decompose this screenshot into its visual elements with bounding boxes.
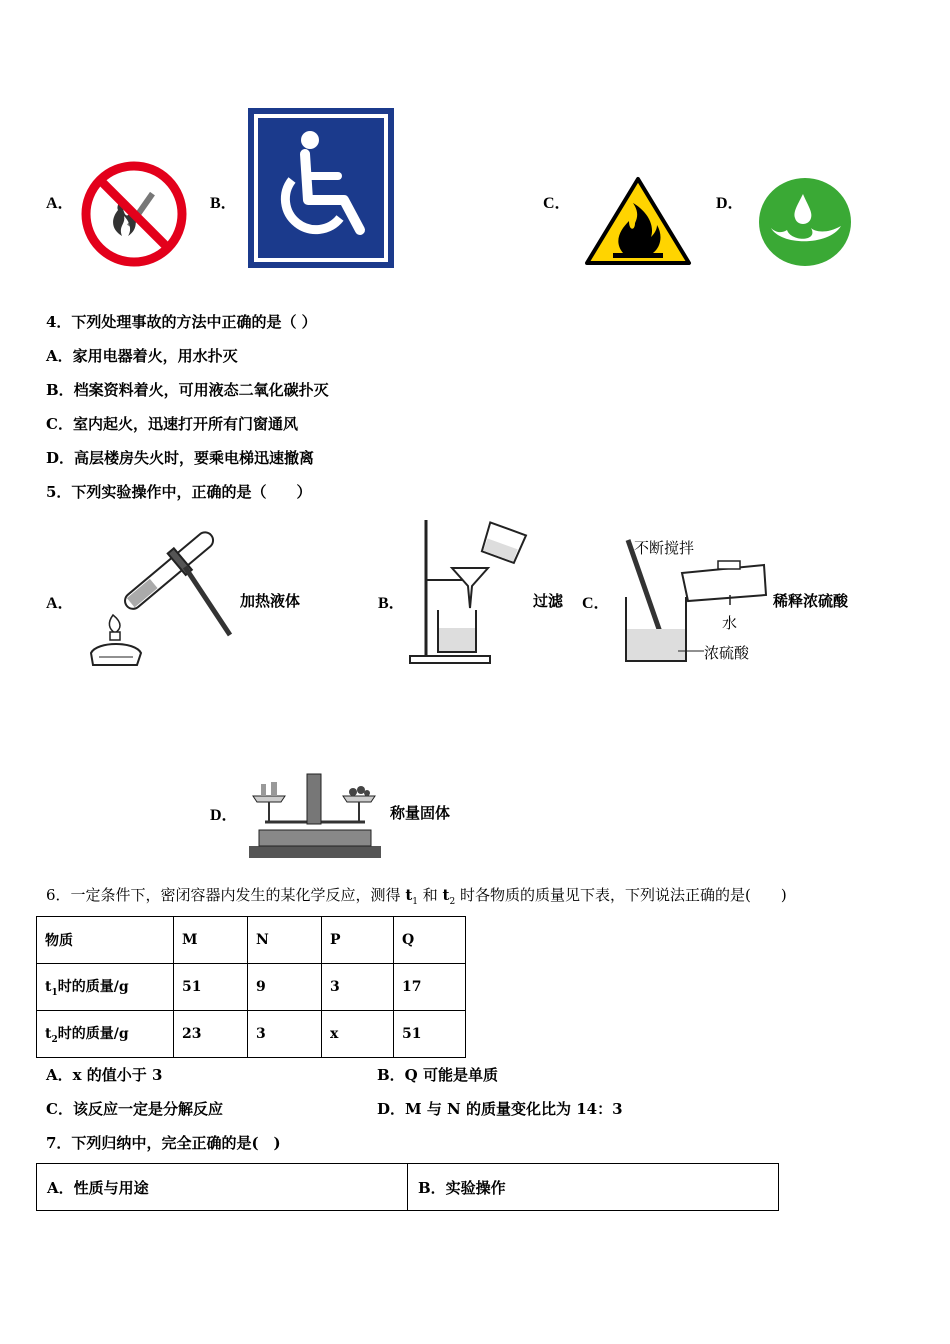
q5-c-annot-acid: 浓硫酸 <box>704 644 750 662</box>
q6-option-b: B．Q 可能是单质 <box>377 1066 498 1084</box>
row-label-t1 <box>37 964 174 1011</box>
table-header-cell: N <box>248 917 322 964</box>
heating-liquid-illustration <box>85 525 235 670</box>
table-cell: 9 <box>248 964 322 1011</box>
table-cell: 23 <box>174 1011 248 1058</box>
table-cell: 51 <box>394 1011 466 1058</box>
q3-option-b-label: B． <box>210 195 237 212</box>
q4-stem: 4．下列处理事故的方法中正确的是（ ） <box>46 313 317 331</box>
q6-t2-sub: 2 <box>449 897 456 907</box>
row-label-rest: 时的质量/g <box>57 1026 129 1043</box>
flammable-warning-icon <box>583 175 693 267</box>
q5-option-b-label: B． <box>378 595 405 612</box>
q5-option-d-label: D． <box>210 807 238 824</box>
row-label-rest: 时的质量/g <box>57 979 129 996</box>
table-header-cell: P <box>322 917 394 964</box>
q5-option-b-caption: 过滤 <box>533 592 564 610</box>
table-header-cell: Q <box>394 917 466 964</box>
row-label-t2 <box>37 1011 174 1058</box>
q6-stem-post: 时各物质的质量见下表，下列说法正确的是( ) <box>455 886 787 904</box>
wheelchair-sign-icon <box>248 108 394 268</box>
q5-option-c-caption: 稀释浓硫酸 <box>773 592 849 610</box>
row-label-t: t <box>45 1026 52 1043</box>
q5-option-d-caption: 称量固体 <box>390 804 451 822</box>
table-header-cell: 物质 <box>37 917 174 964</box>
q6-option-d: D．M 与 N 的质量变化比为 14：3 <box>377 1100 623 1118</box>
q5-stem: 5．下列实验操作中，正确的是（ ） <box>46 483 312 501</box>
table-cell: 51 <box>174 964 248 1011</box>
water-saving-sign-icon <box>757 176 853 268</box>
row-label-sub: 2 <box>51 1034 58 1045</box>
q6-option-a: A．x 的值小于 3 <box>46 1066 163 1084</box>
q5-option-c-label: C． <box>582 595 610 612</box>
q6-t2: t <box>442 886 450 904</box>
filtration-illustration <box>408 518 533 666</box>
q7-table <box>36 1163 779 1211</box>
q6-t1-sub: 1 <box>412 897 418 907</box>
q6-stem-pre: 6．一定条件下，密闭容器内发生的某化学反应，测得 <box>46 886 406 904</box>
table-row <box>37 1164 779 1211</box>
q6-stem <box>46 884 787 907</box>
no-fire-sign-icon <box>80 160 190 268</box>
row-label-sub: 1 <box>51 987 58 998</box>
q6-table <box>36 916 466 1058</box>
table-row <box>37 964 466 1011</box>
q7-stem: 7．下列归纳中，完全正确的是( ) <box>46 1134 281 1152</box>
q6-t1: t <box>405 886 413 904</box>
table-cell: 3 <box>322 964 394 1011</box>
table-cell: 3 <box>248 1011 322 1058</box>
table-row <box>37 1011 466 1058</box>
q4-option-d: D．高层楼房失火时，要乘电梯迅速撤离 <box>46 449 315 467</box>
q5-c-annot-water: 水 <box>722 614 738 632</box>
balance-illustration <box>245 768 385 860</box>
table-cell: B．实验操作 <box>408 1164 779 1211</box>
table-header-cell: M <box>174 917 248 964</box>
q5-c-annot-stir: 不断搅拌 <box>634 539 695 557</box>
q3-option-d-label: D． <box>716 195 744 212</box>
q4-option-c: C．室内起火，迅速打开所有门窗通风 <box>46 415 298 433</box>
q5-option-a-caption: 加热液体 <box>240 592 301 610</box>
q3-option-a-label: A． <box>46 195 74 212</box>
q4-option-a: A．家用电器着火，用水扑灭 <box>46 347 238 365</box>
table-cell: A．性质与用途 <box>37 1164 408 1211</box>
q5-option-a-label: A． <box>46 595 74 612</box>
q6-and: 和 <box>418 886 443 904</box>
q6-option-c: C．该反应一定是分解反应 <box>46 1100 223 1118</box>
q3-option-c-label: C． <box>543 195 571 212</box>
table-cell: 17 <box>394 964 466 1011</box>
table-cell: x <box>322 1011 394 1058</box>
row-label-t: t <box>45 979 52 996</box>
table-row <box>37 917 466 964</box>
q4-option-b: B．档案资料着火，可用液态二氧化碳扑灭 <box>46 381 329 399</box>
